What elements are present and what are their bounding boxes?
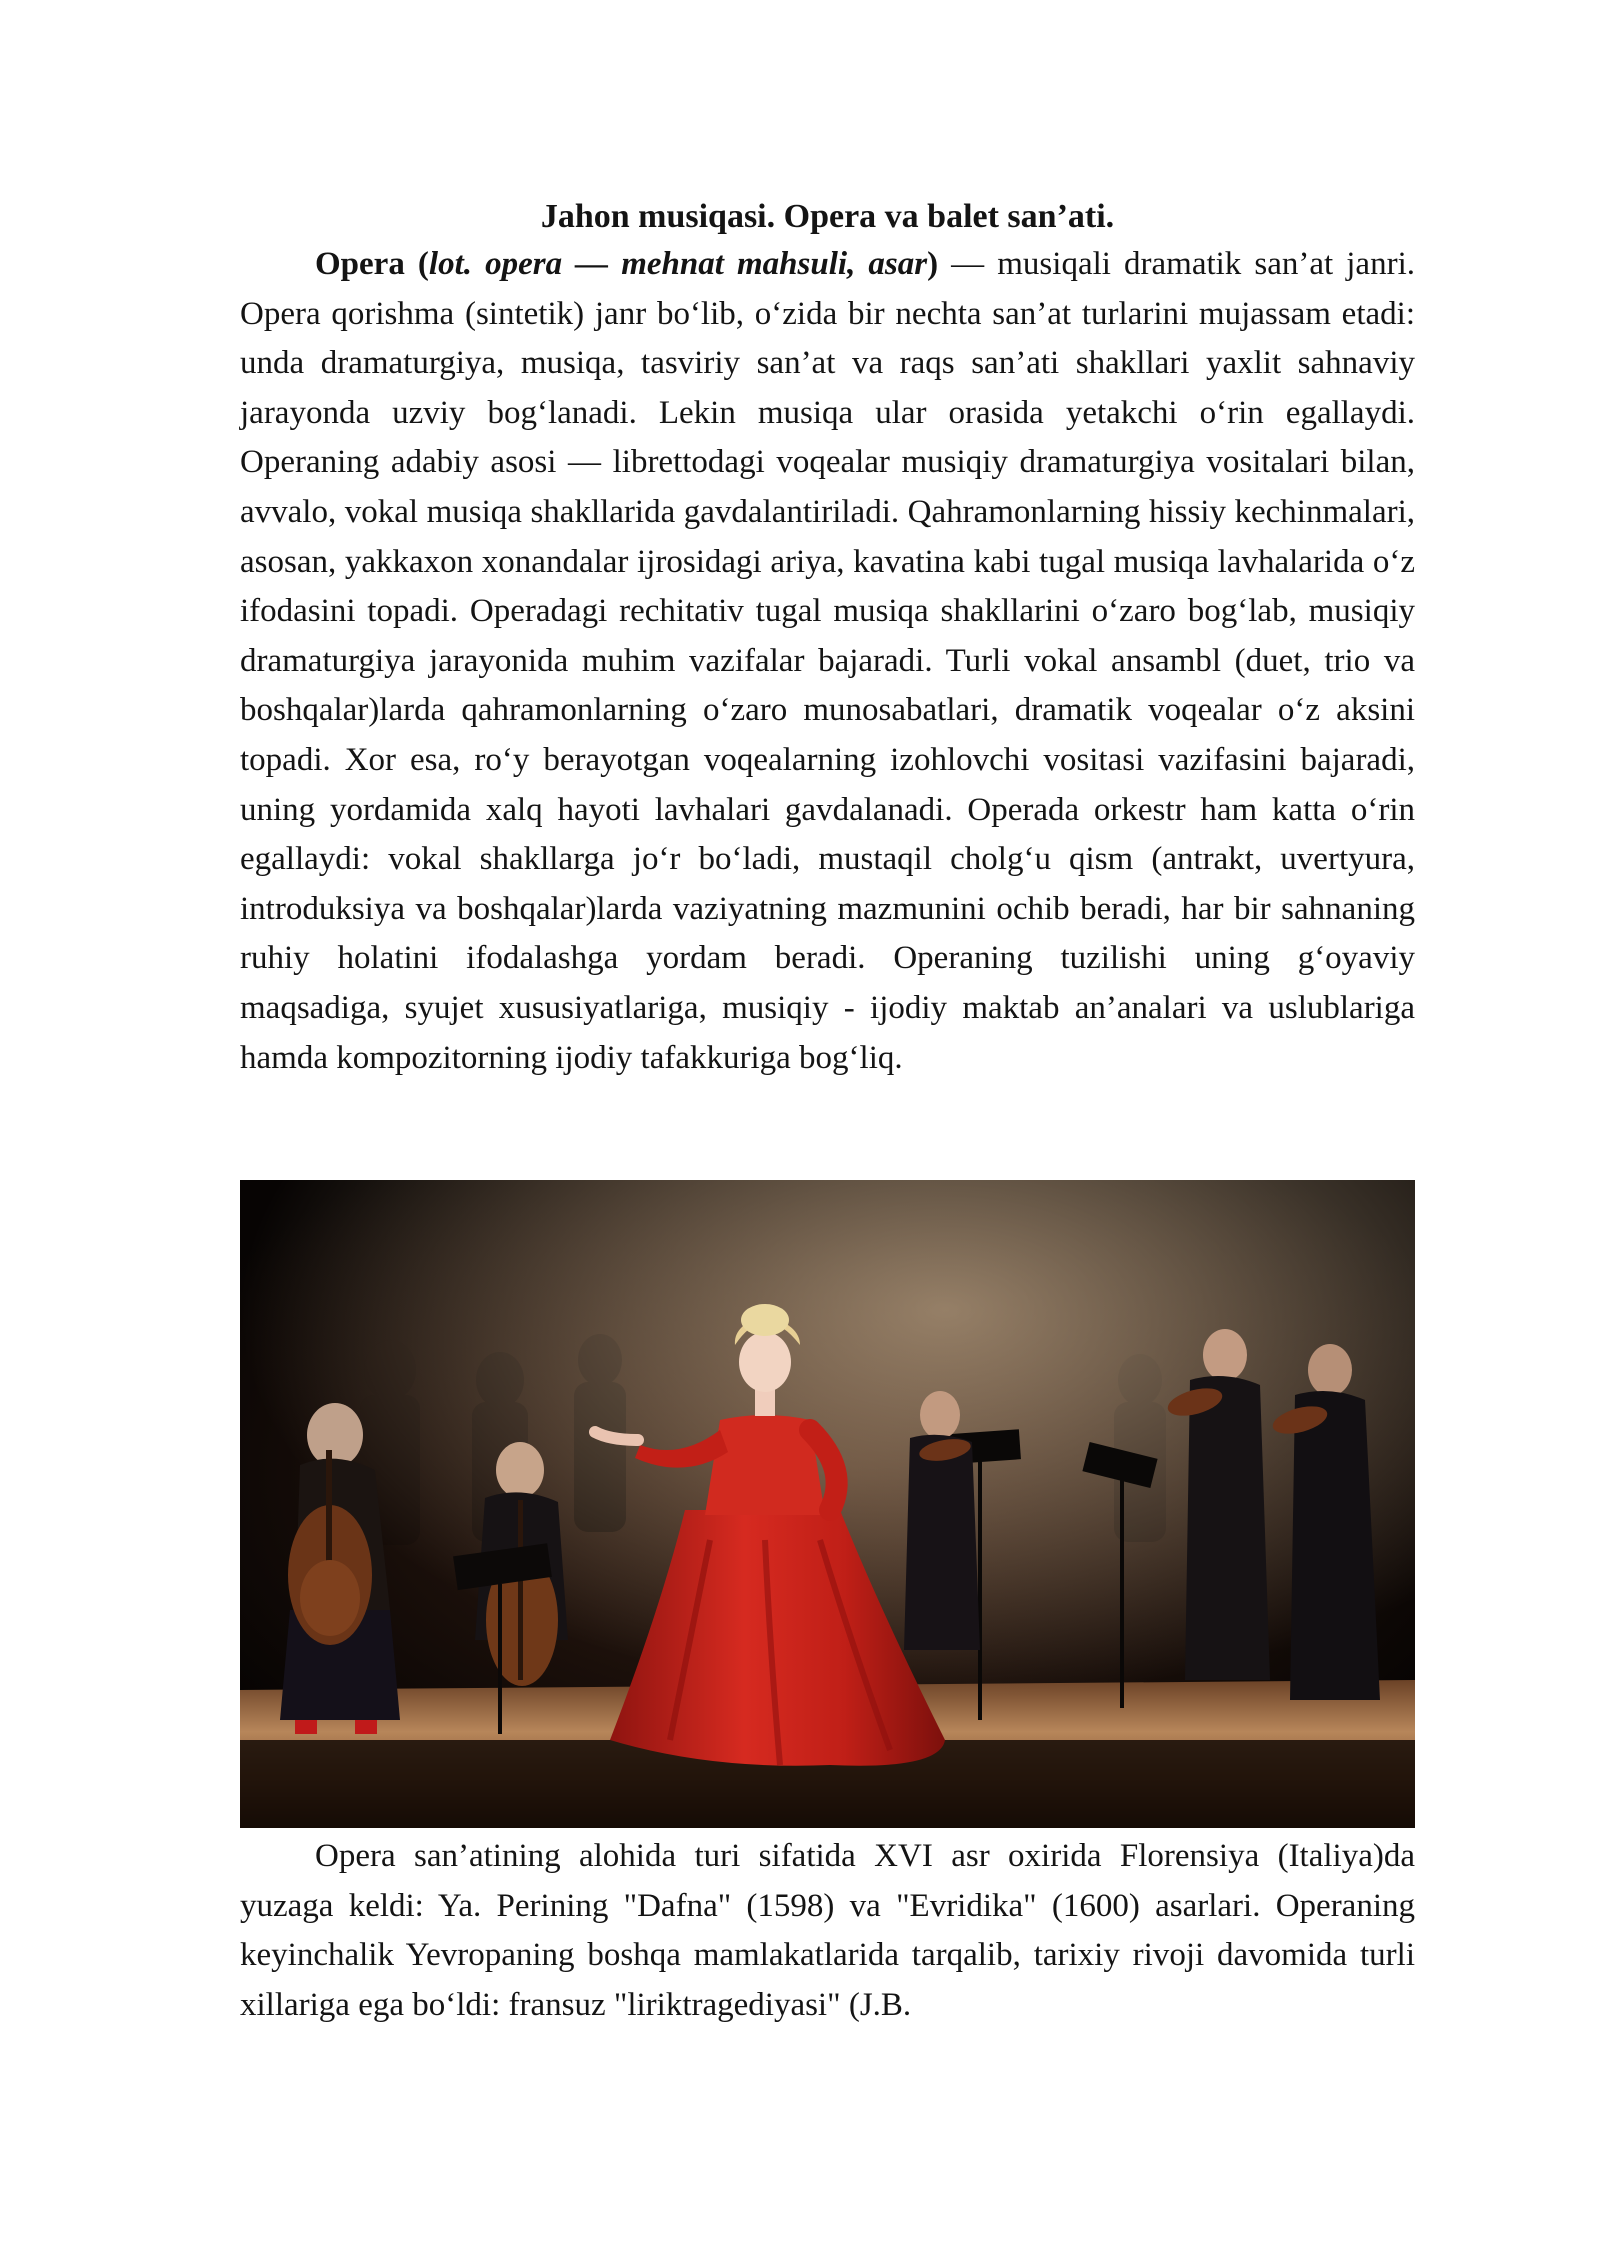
definition-text: — musiqali dramatik san’at janri. Opera qorishma (sintetik) janr bo‘lib, o‘zida bir nechta san’at turlarini mujassam etadi: unda dramaturgiya, musiqa, tasviriy san’at va raqs san’ati shakllari yaxlit sahnaviy jarayonda uzviy bog‘lanadi. Lekin musiqa ular orasida yetakchi o‘rin egallaydi. Operaning adabiy asosi — librettodagi voqealar musiqiy dramaturgiya vositalari bilan, avvalo, vokal musiqa shakllarida gavdalantiriladi. Qahramonlarning hissiy kechinmalari, asosan, yakkaxon xonandalar ijrosidagi ariya, kavatina kabi tugal musiqa lavhalarida o‘z ifodasini topadi. Operadagi rechitativ tugal musiqa shakllarini o‘zaro bog‘lab, musiqiy dramaturgiya jarayonida muhim vazifalar bajaradi. Turli vokal ansambl (duet, trio va boshqalar)larda qahramonlarning o‘zaro munosabatlari, dramatik voqealar o‘z aksini topadi. Xor esa, ro‘y berayotgan voqealarning izohlovchi vositasi vazifasini bajaradi, uning yordamida xalq hayoti lavhalari gavdalanadi. Operada orkestr ham katta o‘rin egallaydi: vokal shakllarga jo‘r bo‘ladi, mustaqil cholg‘u qism (antrakt, uvertyura, introduksiya va boshqalar)larda vaziyatning mazmunini ochib beradi, har bir sahnaning ruhiy holatini ifodalashga yordam beradi. Operaning tuzilishi uning g‘oyaviy maqsadiga, syujet xususiyatlariga, musiqiy - ijodiy maktab an’analari va uslublariga hamda kompozitorning ijodiy tafakkuriga bog‘liq. bbox=[240, 246, 1415, 1076]
paragraph-opera-definition bbox=[240, 240, 1415, 1083]
page-title: Jahon musiqasi. Opera va balet san’ati. bbox=[540, 198, 1115, 235]
paren-close: ) bbox=[927, 246, 939, 282]
paragraph-opera-history: Opera san’atining alohida turi sifatida XVI asr oxirida Florensiya (Italiya)da yuzaga keldi: Ya. Perining "Dafna" (1598) va "Evridika" (1600) asarlari. Operaning keyinchalik Yevropaning boshqa mamlakatlarida tarqalib, tarixiy rivoji davomida turli xillariga ega bo‘ldi: fransuz "liriktragediyasi" (J.B. bbox=[240, 1838, 1415, 2023]
opera-scene-illustration bbox=[240, 1180, 1415, 1828]
term-opera: Opera bbox=[315, 246, 405, 282]
latin-etymology: lot. opera — mehnat mahsuli, asar bbox=[428, 246, 928, 282]
paren-open: ( bbox=[404, 246, 429, 282]
opera-performance-photo bbox=[240, 1180, 1415, 1828]
